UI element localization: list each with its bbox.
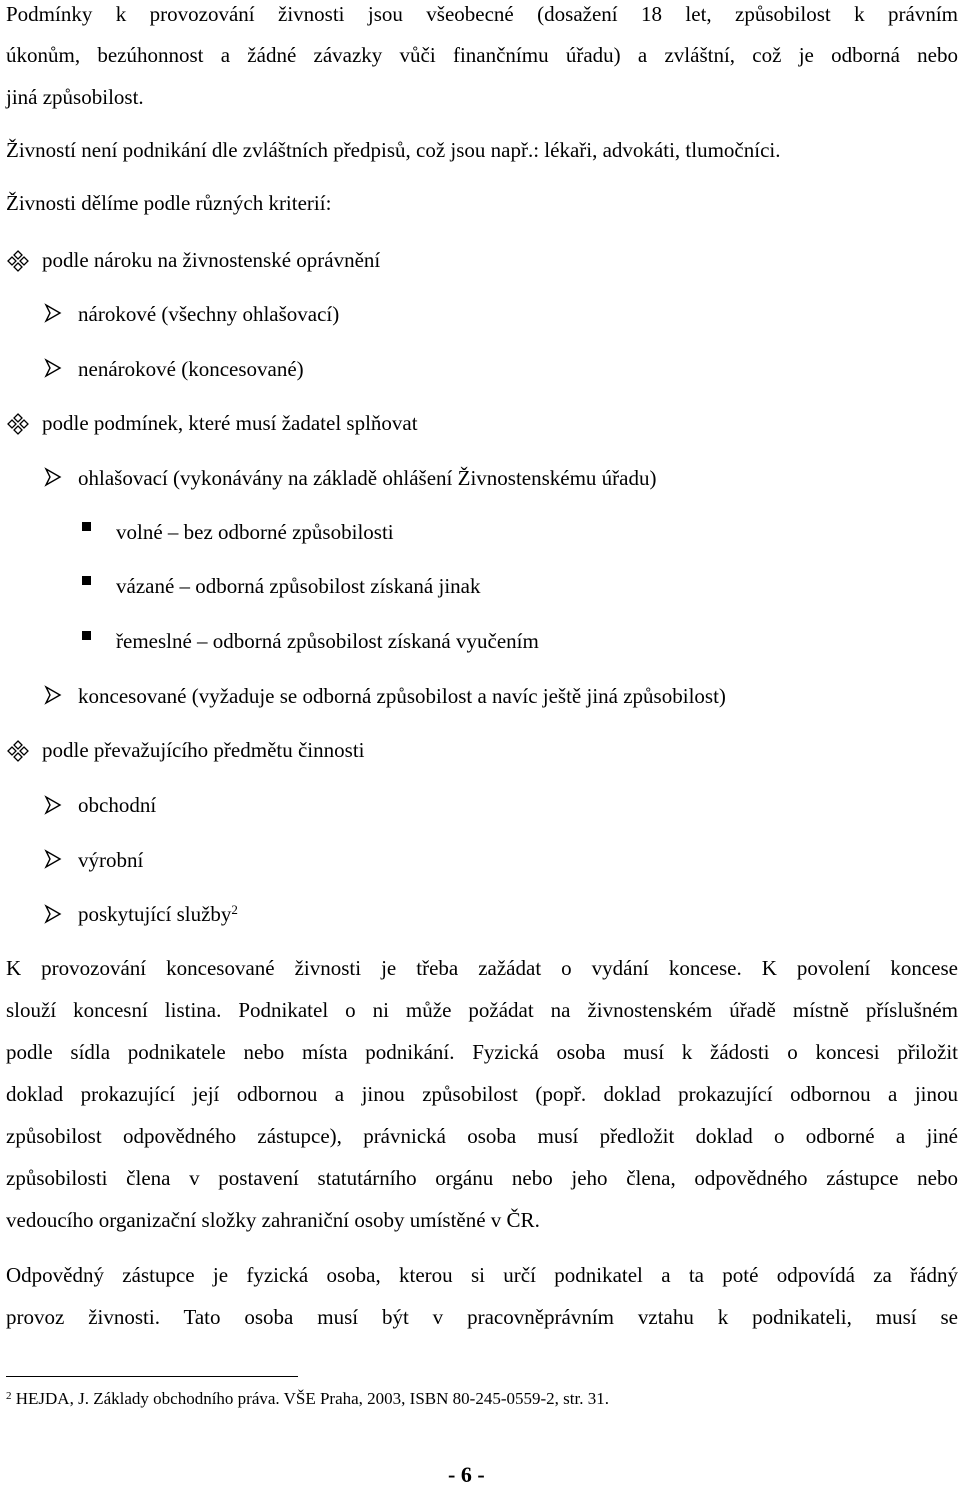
paragraph-line: způsobilosti člena v postavení statutárního orgánu nebo jeho člena, odpovědného zástupce nebo — [6, 1166, 958, 1190]
paragraph-line: vedoucího organizační složky zahraniční osoby umístěné v ČR. — [6, 1208, 540, 1232]
arrow-bullet-icon — [44, 795, 62, 815]
diamond-bullet-icon — [7, 740, 29, 762]
list-item-level3: vázané – odborná způsobilost získaná jinak — [116, 574, 481, 598]
arrow-bullet-icon — [44, 849, 62, 869]
paragraph-line: jiná způsobilost. — [6, 85, 144, 109]
square-bullet-icon — [82, 522, 91, 531]
paragraph: Živností není podnikání dle zvláštních předpisů, což jsou např.: lékaři, advokáti, tlumočníci. — [6, 138, 781, 162]
arrow-bullet-icon — [44, 685, 62, 705]
list-heading: Živnosti dělíme podle různých kriterií: — [6, 191, 332, 215]
list-item-level2: obchodní — [78, 793, 157, 817]
paragraph-line: způsobilost odpovědného zástupce), právnická osoba musí předložit doklad o odborné a jiné — [6, 1124, 958, 1148]
list-item-level2: nenárokové (koncesované) — [78, 357, 304, 381]
footnote-separator — [6, 1376, 298, 1377]
footnote-text: HEJDA, J. Základy obchodního práva. VŠE Praha, 2003, ISBN 80-245-0559-2, str. 31. — [15, 1389, 609, 1408]
list-item-level1: podle nároku na živnostenské oprávnění — [42, 248, 381, 272]
square-bullet-icon — [82, 576, 91, 585]
paragraph-line: úkonům, bezúhonnost a žádné závazky vůči finančnímu úřadu) a zvláštní, což je odborná nebo — [6, 43, 958, 67]
list-item-level2: nárokové (všechny ohlašovací) — [78, 302, 340, 326]
arrow-bullet-icon — [44, 358, 62, 378]
list-item-level1: podle podmínek, které musí žadatel splňovat — [42, 411, 418, 435]
list-item-level2: koncesované (vyžaduje se odborná způsobilost a navíc ještě jiná způsobilost) — [78, 684, 726, 708]
arrow-bullet-icon — [44, 303, 62, 323]
list-item-level2 — [78, 902, 238, 926]
arrow-bullet-icon — [44, 904, 62, 924]
list-item-level3: volné – bez odborné způsobilosti — [116, 520, 394, 544]
paragraph-line: podle sídla podnikatele nebo místa podnikání. Fyzická osoba musí k žádosti o koncesi přiložit — [6, 1040, 958, 1064]
diamond-bullet-icon — [7, 413, 29, 435]
paragraph-line: K provozování koncesované živnosti je třeba zažádat o vydání koncese. K povolení koncese — [6, 956, 958, 980]
paragraph-line: Odpovědný zástupce je fyzická osoba, kterou si určí podnikatel a ta poté odpovídá za řádný — [6, 1263, 958, 1287]
footnote — [6, 1388, 609, 1410]
paragraph-line: slouží koncesní listina. Podnikatel o ni může požádat na živnostenském úřadě místně příslušném — [6, 998, 958, 1022]
paragraph-line: Podmínky k provozování živnosti jsou všeobecné (dosažení 18 let, způsobilost k právním — [6, 2, 958, 26]
square-bullet-icon — [82, 631, 91, 640]
list-item-text: poskytující služby — [78, 902, 232, 926]
footnote-reference: 2 — [231, 902, 238, 917]
list-item-level1: podle převažujícího předmětu činnosti — [42, 738, 365, 762]
arrow-bullet-icon — [44, 467, 62, 487]
list-item-level2: ohlašovací (vykonávány na základě ohlášení Živnostenskému úřadu) — [78, 466, 657, 490]
paragraph-line: provoz živnosti. Tato osoba musí být v pracovněprávním vztahu k podnikateli, musí se — [6, 1305, 958, 1329]
footnote-number: 2 — [6, 1390, 12, 1402]
list-item-level3: řemeslné – odborná způsobilost získaná vyučením — [116, 629, 539, 653]
list-item-level2: výrobní — [78, 848, 144, 872]
paragraph-line: doklad prokazující její odbornou a jinou způsobilost (popř. doklad prokazující odbornou a jinou — [6, 1082, 958, 1106]
diamond-bullet-icon — [7, 250, 29, 272]
page-number: - 6 - — [448, 1462, 485, 1487]
